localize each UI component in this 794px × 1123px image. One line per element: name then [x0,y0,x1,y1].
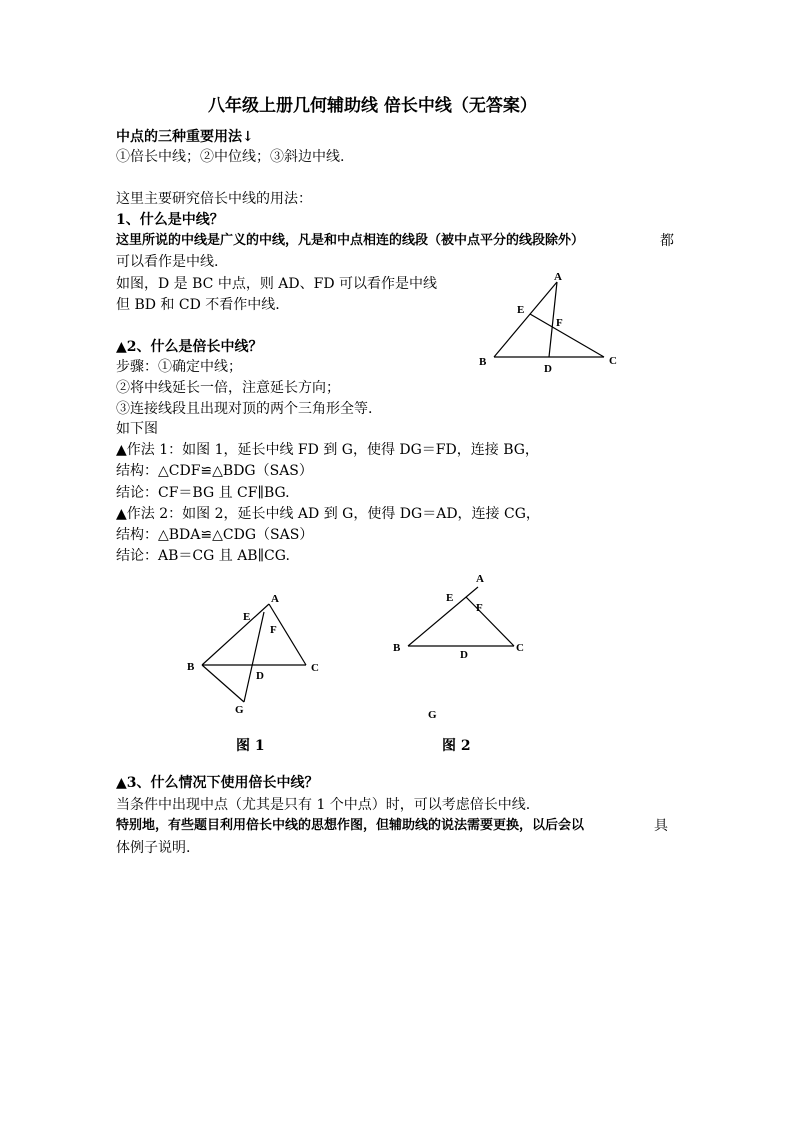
q3-heading: ▲3、什么情况下使用倍长中线？ [116,775,319,791]
q2-step2: ②将中线延长一倍，注意延长方向； [116,380,340,396]
label-f: F [476,602,483,614]
q1-line2: 可以看作是中线. [116,254,219,270]
q2-step1: 步骤：①确定中线； [116,359,242,375]
figure-2 [388,570,548,720]
q1-line3: 如图，D 是 BC 中点，则 AD、FD 可以看作是中线 [116,276,438,292]
segment-ab [408,587,478,646]
segment-fg [244,612,264,702]
method2: ▲作法 2：如图 2，延长中线 AD 到 G，使得 DG＝AD，连接 CG， [116,506,540,522]
label-c: C [609,355,617,367]
q2-heading: ▲2、什么是倍长中线？ [116,339,263,355]
figure-top [474,268,634,378]
q1-line1: 这里所说的中线是广义的中线，凡是和中点相连的线段（被中点平分的线段除外） [116,233,585,248]
label-g: G [235,704,244,716]
q3-line2-end: 具 [654,818,668,834]
focus-line: 这里主要研究倍长中线的用法： [116,191,312,207]
label-f: F [556,317,563,329]
figure-1-caption: 图 1 [236,738,265,754]
page-title: 八年级上册几何辅助线 倍长中线（无答案） [208,96,537,116]
label-b: B [393,642,401,654]
q3-line2: 特别地，有些题目利用倍长中线的思想作图，但辅助线的说法需要更换，以后会以 [116,818,585,833]
label-c: C [311,662,319,674]
label-a: A [554,271,562,283]
label-a: A [271,593,279,605]
label-a: A [476,573,484,585]
method1-conclusion: 结论：CF＝BG 且 CF∥BG. [116,485,290,501]
method2-conclusion: 结论：AB＝CG 且 AB∥CG. [116,548,290,564]
label-b: B [187,661,195,673]
figure-2-caption: 图 2 [442,738,471,754]
intro-uses: ①倍长中线；②中位线；③斜边中线. [116,149,345,165]
label-b: B [479,356,487,368]
q3-line1: 当条件中出现中点（尤其是只有 1 个中点）时，可以考虑倍长中线. [116,797,531,813]
label-e: E [517,304,525,316]
segment-fc [466,597,514,646]
label-f: F [270,624,277,636]
q2-step3: ③连接线段且出现对顶的两个三角形全等. [116,401,373,417]
method2-structure: 结构：△BDA≌△CDG（SAS） [116,527,314,543]
label-e: E [243,611,251,623]
intro-heading: 中点的三种重要用法↓ [116,129,254,145]
label-e: E [446,592,454,604]
label-d: D [544,363,552,375]
segment-ec [530,314,604,357]
label-d: D [256,670,264,682]
q1-line1-end: 都 [660,233,674,249]
q1-line4: 但 BD 和 CD 不看作中线. [116,297,280,313]
segment-bg [202,665,244,702]
figure-1 [186,592,326,717]
segment-ab [494,282,557,357]
method1-structure: 结构：△CDF≌△BDG（SAS） [116,463,313,479]
label-c: C [516,642,524,654]
q1-heading: 1、什么是中线？ [116,212,224,228]
label-g: G [428,709,437,721]
q2-below: 如下图 [116,421,158,437]
q3-line3: 体例子说明. [116,840,191,856]
method1: ▲作法 1：如图 1，延长中线 FD 到 G，使得 DG＝FD，连接 BG， [116,442,539,458]
label-d: D [460,649,468,661]
